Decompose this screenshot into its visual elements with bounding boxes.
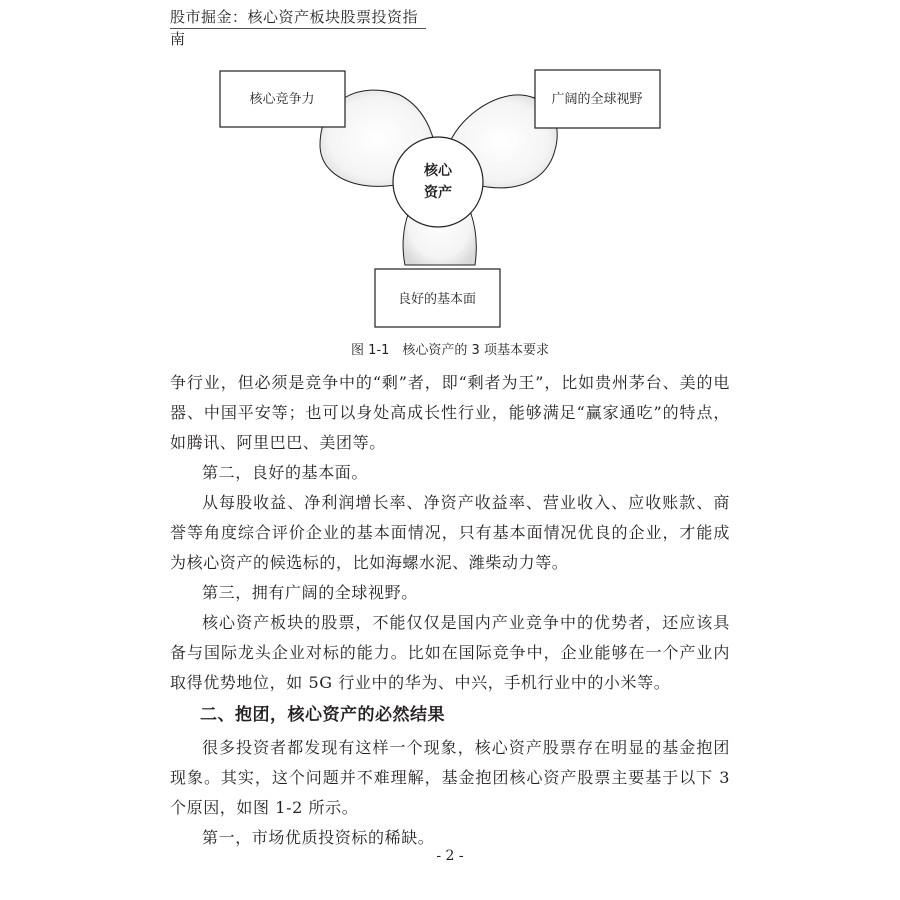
box-core-competitiveness-label: 核心竞争力 xyxy=(249,92,315,107)
running-header: 股市掘金：核心资产板块股票投资指南 xyxy=(170,8,419,48)
paragraph: 核心资产板块的股票，不能仅仅是国内产业竞争中的优势者，还应该具备与国际龙头企业对标的能力。比如在国际竞争中，企业能够在一个产业内取得优势地位，如 5G 行业中的华为、中兴，手机行业中的小米等。 xyxy=(170,613,730,692)
paragraph: 从每股收益、净利润增长率、净资产收益率、营业收入、应收账款、商誉等角度综合评价企业的基本面情况，只有基本面情况优良的企业，才能成为核心资产的候选标的，比如海螺水泥、潍柴动力等。 xyxy=(170,493,730,572)
paragraph: 争行业，但必须是竞争中的“剩”者，即“剩者为王”，比如贵州茅台、美的电器、中国平安等；也可以身处高成长性行业，能够满足“赢家通吃”的特点，如腾讯、阿里巴巴、美团等。 xyxy=(170,373,730,452)
paragraph: 第二，良好的基本面。 xyxy=(202,463,369,482)
box-global-vision-label: 广阔的全球视野 xyxy=(551,92,643,107)
core-circle xyxy=(393,137,483,227)
core-assets-diagram xyxy=(0,0,900,340)
figure-caption: 图 1-1 核心资产的 3 项基本要求 xyxy=(351,343,549,358)
core-label-line2: 资产 xyxy=(424,185,452,201)
paragraph: 第一，市场优质投资标的稀缺。 xyxy=(202,828,435,847)
page-number: - 2 - xyxy=(436,848,464,864)
section-heading: 二、抱团，核心资产的必然结果 xyxy=(200,705,445,725)
paragraph: 第三，拥有广阔的全球视野。 xyxy=(202,583,418,602)
body-text-bottom xyxy=(170,733,730,853)
paragraph: 很多投资者都发现有这样一个现象，核心资产股票存在明显的基金抱团现象。其实，这个问题并不难理解，基金抱团核心资产股票主要基于以下 3 个原因，如图 1-2 所示。 xyxy=(170,738,730,817)
box-good-fundamentals-label: 良好的基本面 xyxy=(397,292,477,307)
body-text-top xyxy=(170,368,730,698)
core-label-line1: 核心 xyxy=(424,163,452,179)
